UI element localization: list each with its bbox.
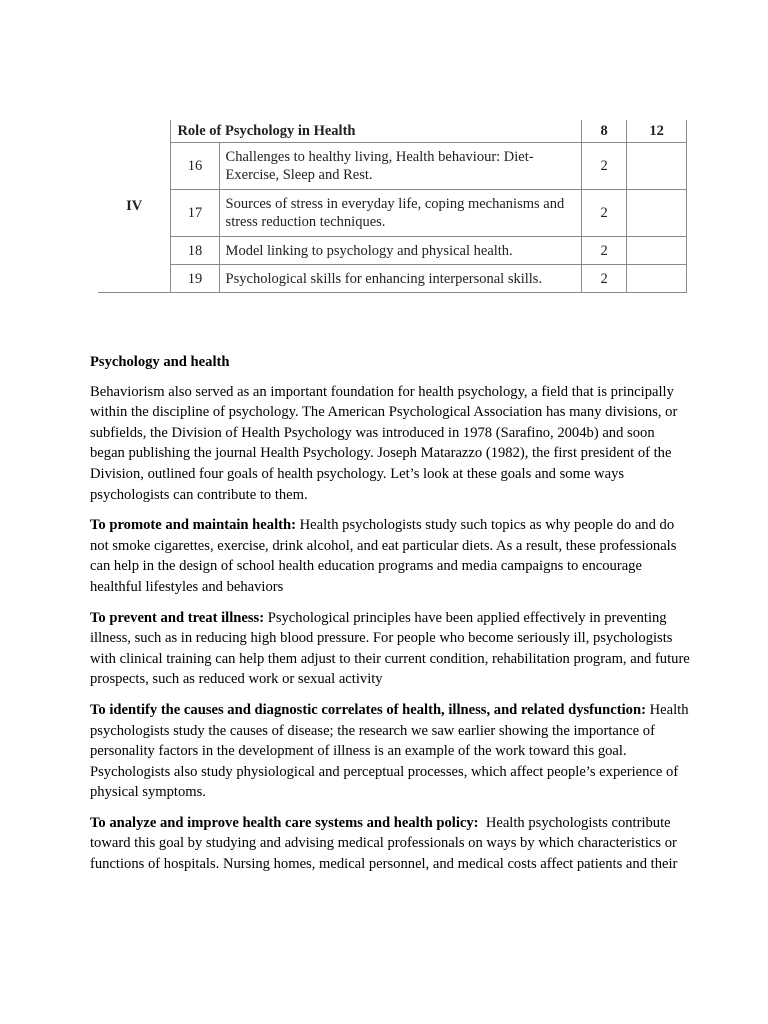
goal-lead: To promote and maintain health:: [90, 517, 296, 534]
topic-number: 17: [171, 190, 219, 237]
goal-paragraph: [90, 515, 690, 597]
section-hours: 8: [582, 120, 627, 143]
goal-paragraph: [90, 608, 690, 690]
topic-marks: [627, 265, 687, 293]
section-title: Role of Psychology in Health: [171, 120, 582, 143]
topic-text: Psychological skills for enhancing interpersonal skills.: [219, 265, 582, 293]
table-row: [98, 237, 687, 265]
goal-lead: To identify the causes and diagnostic correlates of health, illness, and related dysfunction:: [90, 701, 646, 718]
topic-hours: 2: [582, 237, 627, 265]
table-row: [98, 143, 687, 190]
topic-hours: 2: [582, 190, 627, 237]
table-header-row: [98, 120, 687, 143]
topic-text: Challenges to healthy living, Health behaviour: Diet-Exercise, Sleep and Rest.: [219, 143, 582, 190]
unit-number: IV: [98, 120, 171, 293]
intro-paragraph: Behaviorism also served as an important foundation for health psychology, a field that is principally within the discipline of psychology. The American Psychological Association has many divisions, or subfields, the Division of Health Psychology was introduced in 1978 (Sarafino, 2004b) and soon began publishing the journal Health Psychology. Joseph Matarazzo (1982), the first president of the Division, outlined four goals of health psychology. Let’s look at these goals and some ways psychologists can contribute to them.: [90, 383, 678, 503]
topic-text: Model linking to psychology and physical health.: [219, 237, 582, 265]
goal-text: Health psychologists study such topics as why people do and do not smoke cigarettes, exercise, drink alcohol, and eat particular diets. As a result, these professionals can help in the design of school health education programs and media campaigns to encourage healthful lifestyles and behaviors: [90, 517, 677, 595]
goal-text: Health psychologists study the causes of disease; the research we saw earlier showing the importance of personality factors in the development of illness is an example of the work toward this goal. Psychologists also study physiological and perceptual processes, which affect people’s experience of physical symptoms.: [90, 701, 689, 801]
section-marks: 12: [627, 120, 687, 143]
goal-lead: To prevent and treat illness:: [90, 609, 265, 626]
table-row: [98, 190, 687, 237]
topic-marks: [627, 143, 687, 190]
topic-number: 18: [171, 237, 219, 265]
topic-number: 19: [171, 265, 219, 293]
goal-text: Health psychologists contribute toward this goal by studying and advising medical professionals on ways by which characteristics or functions of hospitals. Nursing homes, medical personnel, and medical costs affect patients and their: [90, 814, 681, 873]
section-heading: Psychology and health: [90, 354, 230, 370]
goal-text: Psychological principles have been applied effectively in preventing illness, such as in reducing high blood pressure. For people who become seriously ill, psychologists with clinical training can help them adjust to their current condition, rehabilitation program, and future prospects, such as reduced work or sexual activity: [90, 609, 690, 688]
topic-hours: 2: [582, 265, 627, 293]
topic-marks: [627, 190, 687, 237]
goal-paragraph: [90, 813, 690, 875]
topic-hours: 2: [582, 143, 627, 190]
topic-number: 16: [171, 143, 219, 190]
topic-text: Sources of stress in everyday life, coping mechanisms and stress reduction techniques.: [219, 190, 582, 237]
syllabus-table: [98, 120, 687, 293]
goal-lead: To analyze and improve health care systems and health policy:: [90, 814, 479, 831]
document-body: [90, 352, 690, 885]
goal-paragraph: [90, 700, 690, 803]
table-row: [98, 265, 687, 293]
topic-marks: [627, 237, 687, 265]
